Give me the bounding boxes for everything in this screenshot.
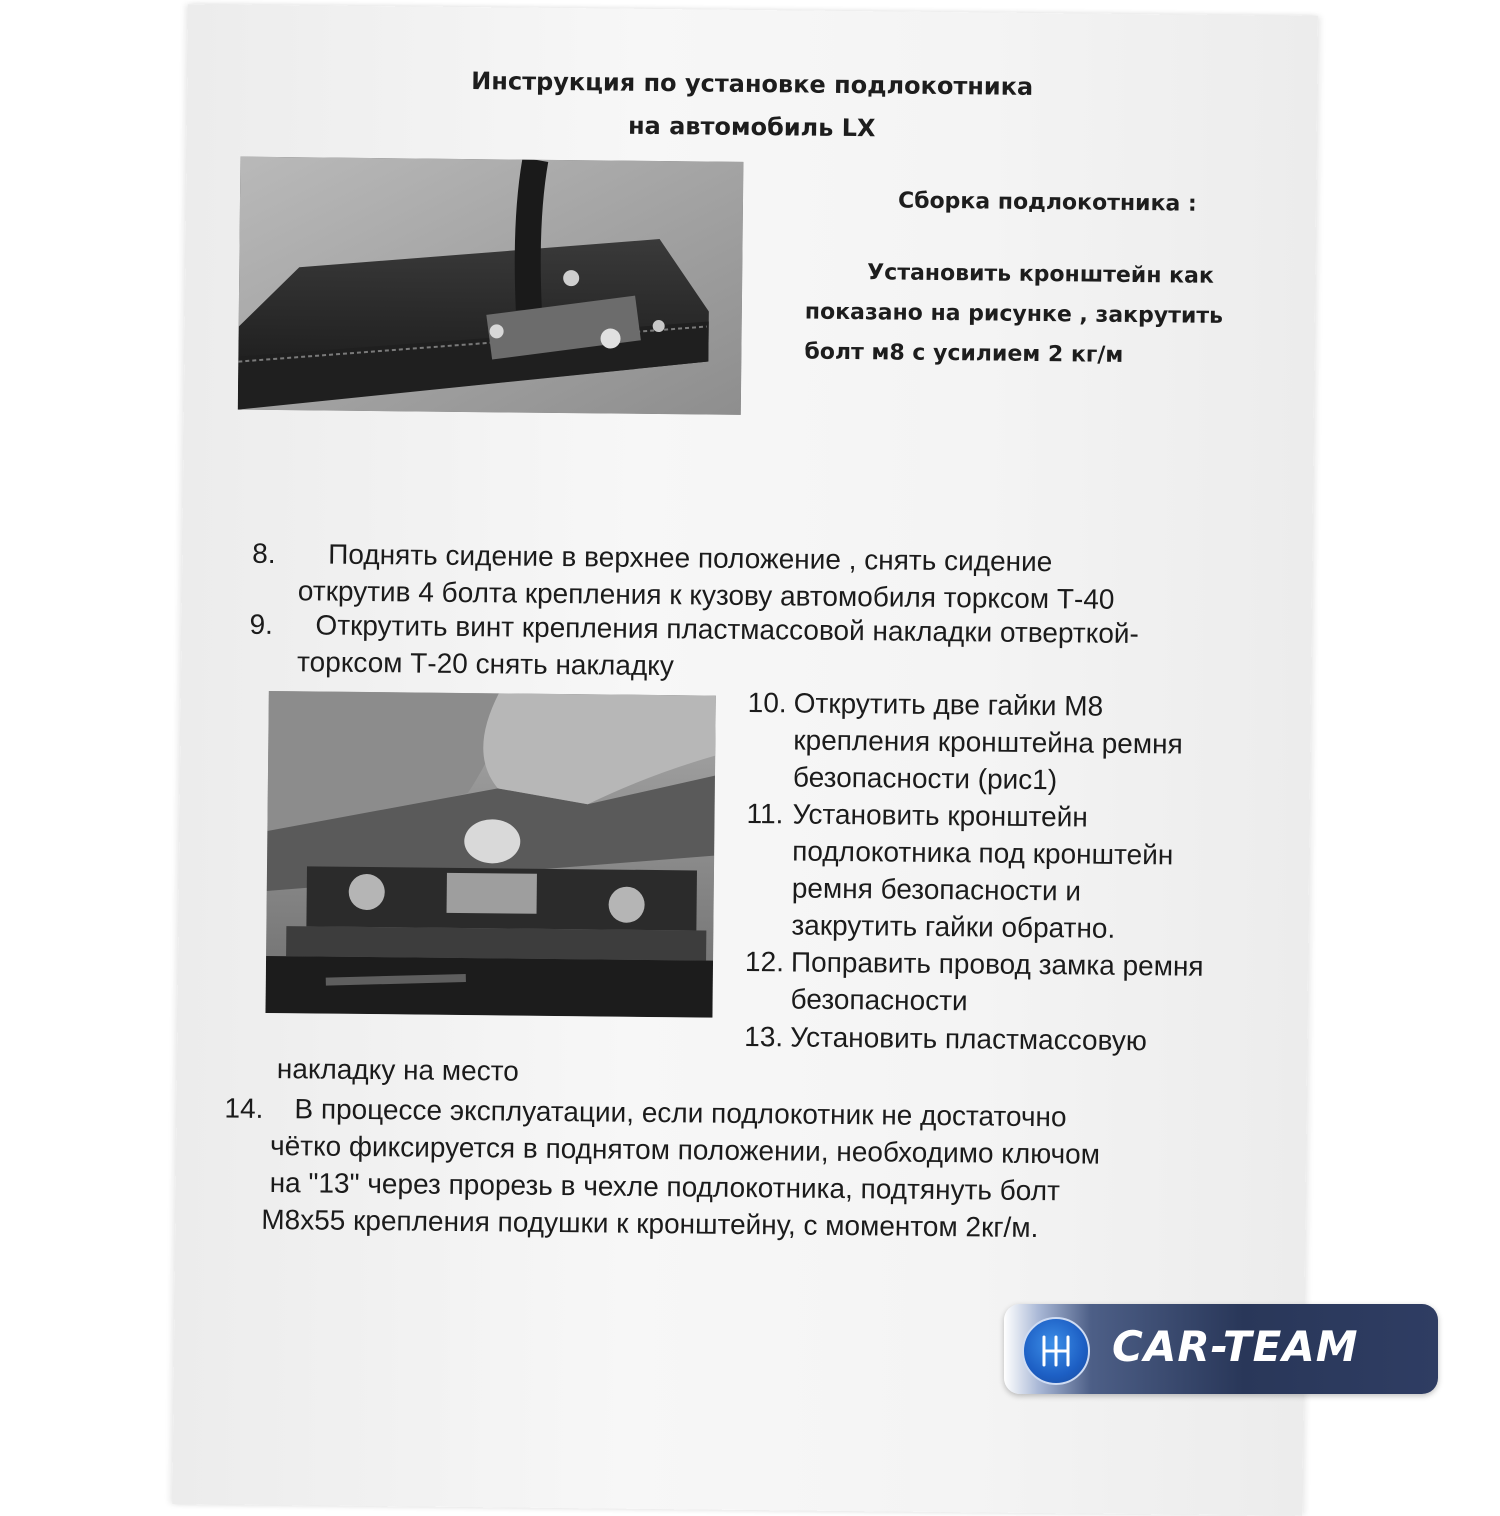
step-text: Поправить провод замка ремня <box>790 946 1204 982</box>
step-text: чётко фиксируется в поднятом положении, необходимо ключом <box>269 1130 1101 1170</box>
step-text: В процессе эксплуатации, если подлокотник не достаточно <box>294 1093 1067 1133</box>
step-9 <box>249 606 1139 689</box>
assembly-line: Установить кронштейн как <box>867 260 1214 289</box>
logo-text: CAR-TEAM <box>1112 1322 1359 1371</box>
step-number: 11. <box>746 797 784 830</box>
step-number: 8. <box>252 537 276 570</box>
step-13 <box>744 1018 1147 1059</box>
instruction-sheet <box>172 4 1318 1516</box>
step-14 <box>223 1090 1100 1247</box>
step-number: 10. <box>747 686 787 719</box>
step-13-continuation: накладку на место <box>276 1053 519 1087</box>
assembly-line: болт м8 с усилием 2 кг/м <box>804 339 1124 368</box>
seatbelt-bracket-photo <box>265 691 715 1018</box>
step-text: подлокотника под кронштейн <box>792 835 1174 871</box>
step-number: 9. <box>249 608 274 641</box>
step-text: открутив 4 болта крепления к кузову автомобиля торксом Т-40 <box>297 575 1115 615</box>
assembly-heading: Сборка подлокотника : <box>897 188 1197 217</box>
step-text: безопасности (рис1) <box>792 761 1058 796</box>
step-text: Открутить винт крепления пластмассовой накладки отверткой- <box>315 609 1139 650</box>
assembly-line: показано на рисунке , закрутить <box>804 299 1224 329</box>
step-text: на "13" через прорезь в чехле подлокотника, подтянуть болт <box>269 1167 1061 1207</box>
step-text: крепления кронштейна ремня <box>793 724 1183 760</box>
step-number: 13. <box>744 1020 784 1053</box>
armrest-photo <box>238 157 744 415</box>
step-8 <box>252 535 1115 618</box>
step-text: Установить кронштейн <box>792 798 1088 833</box>
document-subtitle: на автомобиль LX <box>627 111 876 143</box>
seatbelt-bracket-illustration <box>265 691 715 1018</box>
step-text: Поднять сидение в верхнее положение , снять сидение <box>328 538 1053 578</box>
car-team-logo <box>1004 1304 1438 1394</box>
step-text: закрутить гайки обратно. <box>791 909 1116 944</box>
step-text: Установить пластмассовую <box>790 1021 1148 1057</box>
document-title: Инструкция по установке подлокотника <box>471 67 1034 101</box>
step-10 <box>747 684 1184 800</box>
armrest-illustration <box>238 157 744 415</box>
gear-shift-icon <box>1022 1317 1090 1385</box>
step-text: ремня безопасности и <box>791 872 1082 907</box>
step-text: М8х55 крепления подушки к кронштейну, с моментом 2кг/м. <box>261 1203 1039 1244</box>
step-number: 12. <box>744 945 785 978</box>
step-12 <box>744 943 1203 1022</box>
step-11 <box>745 795 1174 947</box>
step-text: безопасности <box>790 983 968 1017</box>
step-text: торксом Т-20 снять накладку <box>296 646 675 682</box>
step-number: 14. <box>224 1092 264 1124</box>
assembly-instructions <box>804 253 1223 377</box>
step-text: Открутить две гайки М8 <box>793 687 1104 722</box>
